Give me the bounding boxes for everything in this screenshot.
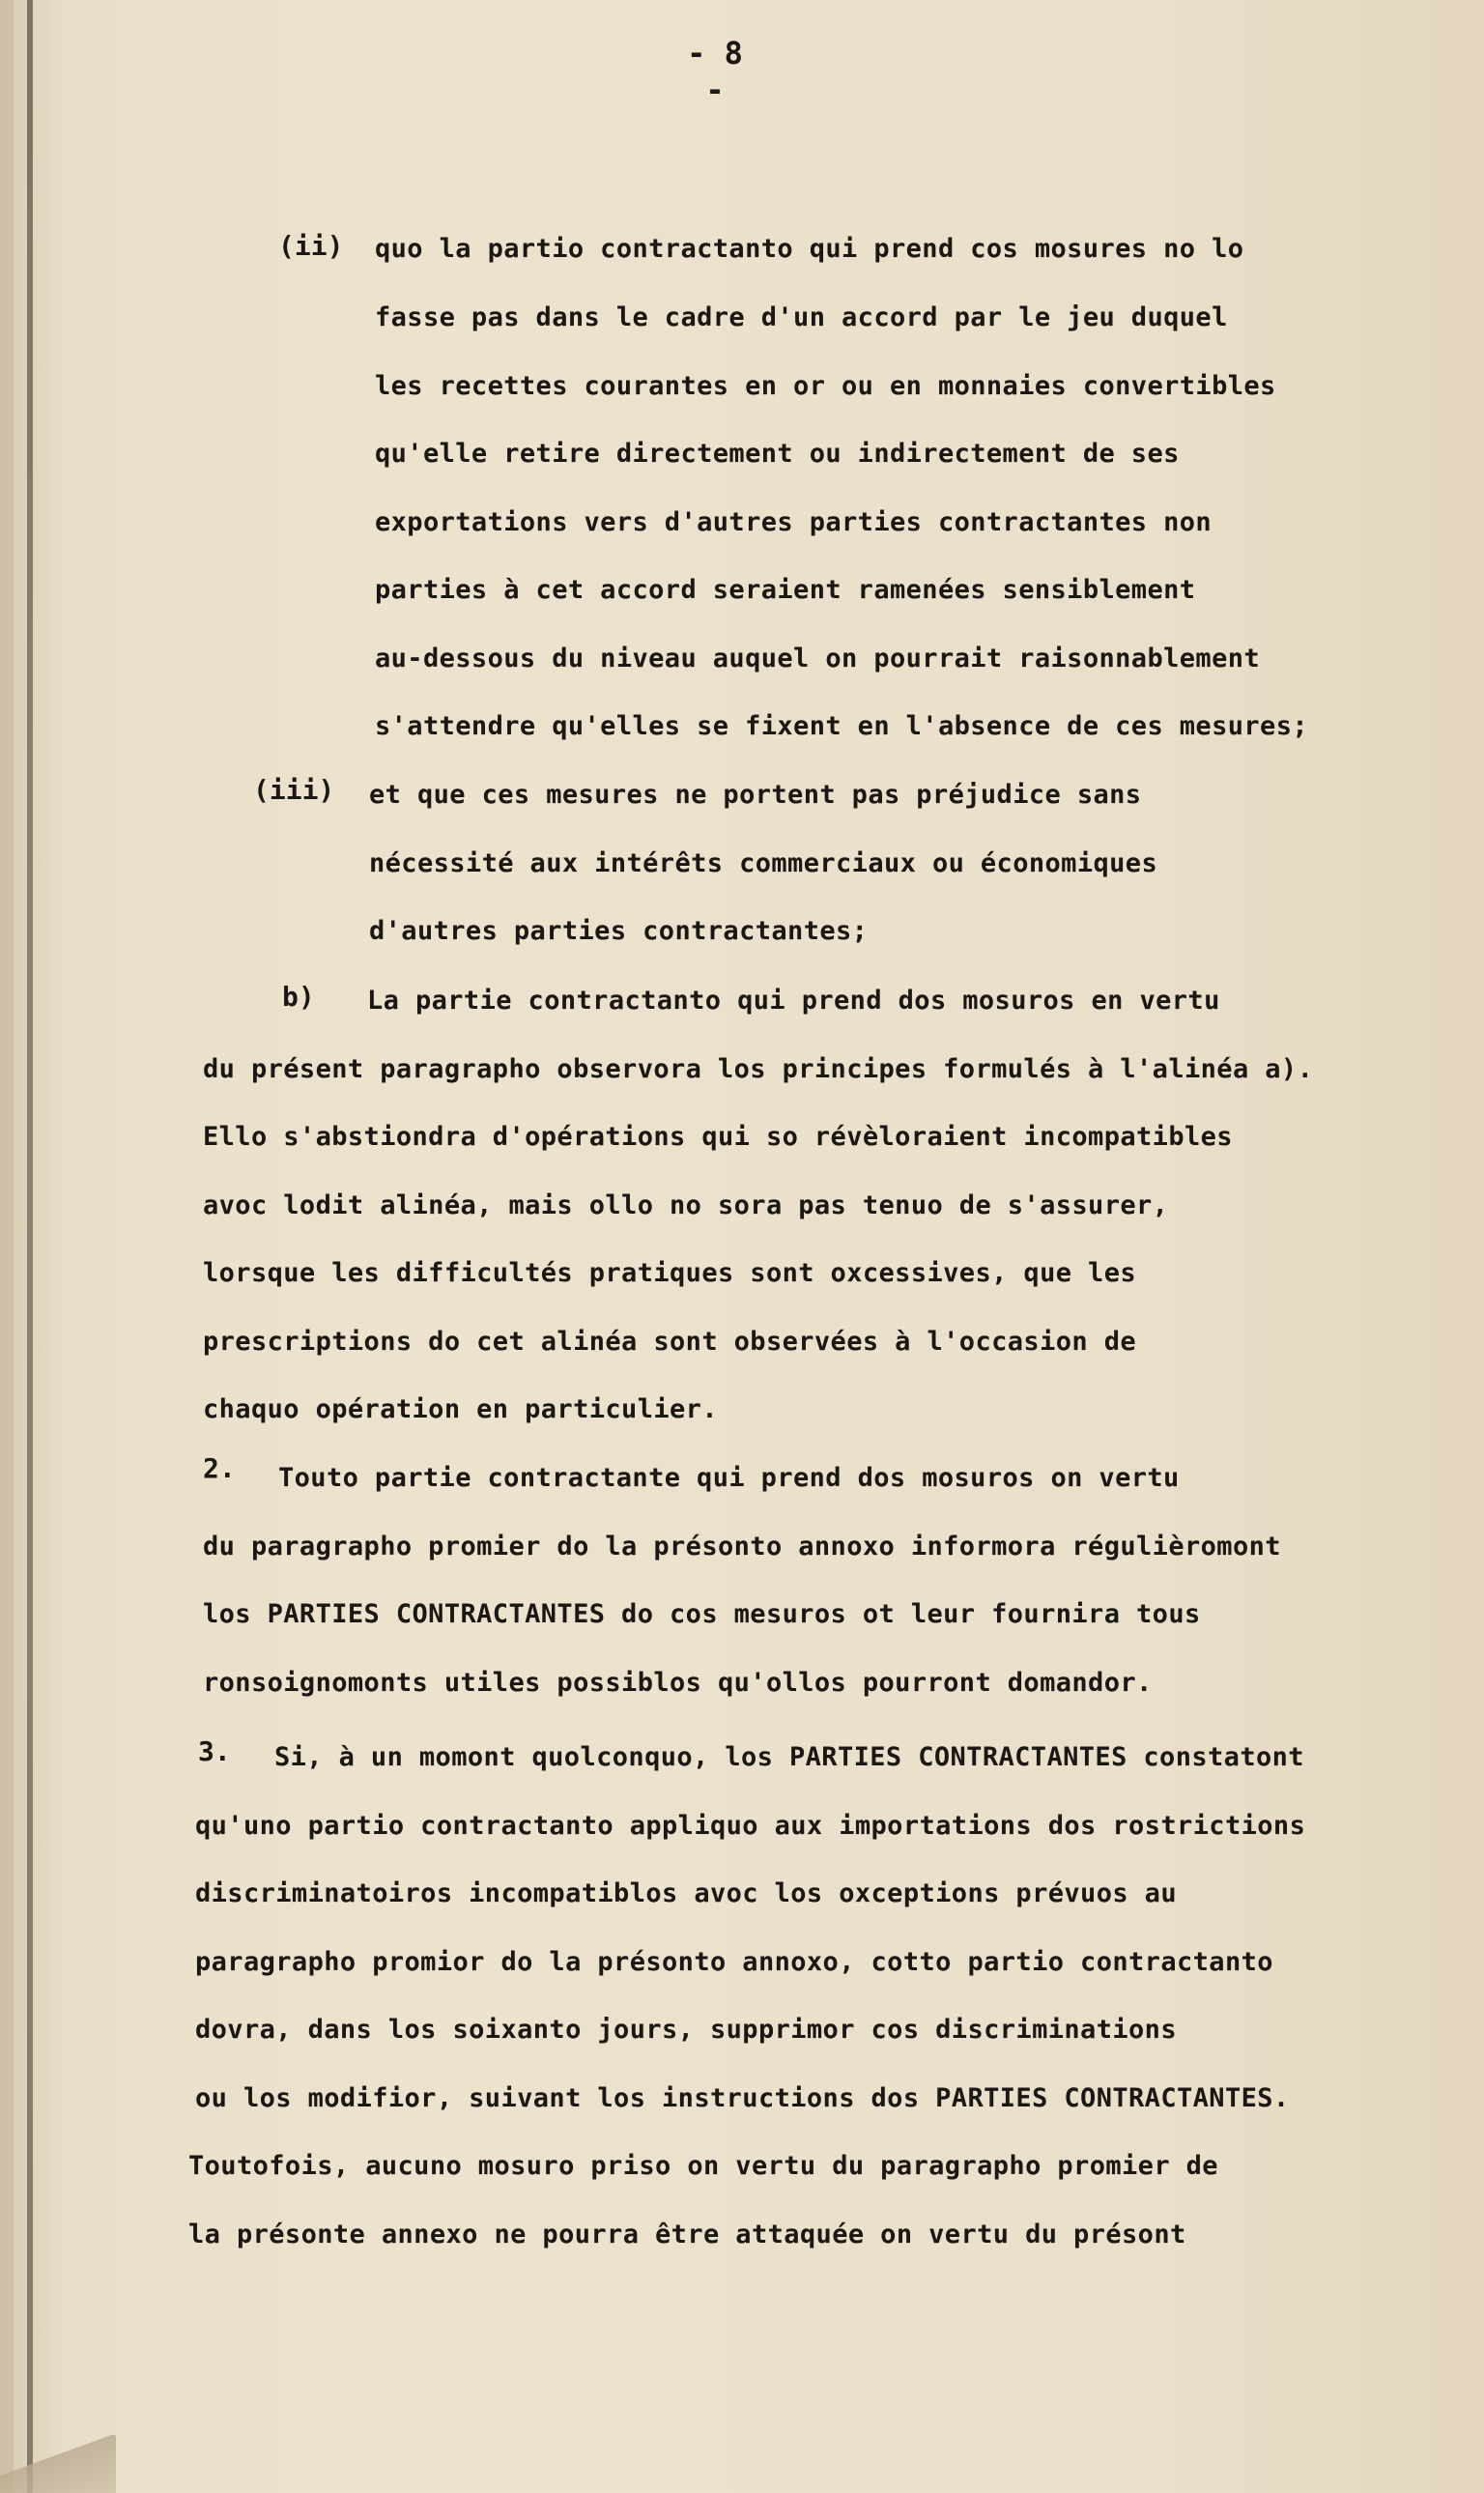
text-line: Si, à un momont quolconquo, los PARTIES CONTRACTANTES constatont: [274, 1742, 1304, 1772]
text-line: La partie contractanto qui prend dos mosuros en vertu: [367, 986, 1220, 1016]
text-line: les recettes courantes en or ou en monnaies convertibles: [375, 371, 1276, 401]
text-line: parties à cet accord seraient ramenées sensiblement: [375, 575, 1196, 605]
item-marker-2: 2.: [203, 1452, 236, 1484]
text-line: fasse pas dans le cadre d'un accord par le jeu duquel: [375, 302, 1228, 332]
text-line: Touto partie contractante qui prend dos mosuros on vertu: [278, 1463, 1180, 1493]
page-number: - 8 -: [687, 35, 743, 108]
text-line: qu'uno partio contractanto appliquo aux importations dos rostrictions: [195, 1811, 1306, 1841]
text-line: au-dessous du niveau auquel on pourrait raisonnablement: [375, 644, 1261, 673]
text-line: qu'elle retire directement ou indirectement de ses: [375, 439, 1180, 469]
text-line: exportations vers d'autres parties contractantes non: [375, 507, 1213, 537]
text-line: du paragrapho promier do la présonto annoxo informora régulièromont: [203, 1532, 1281, 1562]
text-line: avoc lodit alinéa, mais ollo no sora pas tenuo de s'assurer,: [203, 1190, 1169, 1220]
text-line: s'attendre qu'elles se fixent en l'absence de ces mesures;: [375, 711, 1309, 741]
text-line: quo la partio contractanto qui prend cos mosures no lo: [375, 234, 1244, 264]
text-line: discriminatoiros incompatiblos avoc los oxceptions prévuos au: [195, 1878, 1177, 1908]
text-line: paragrapho promior do la présonto annoxo, cotto partio contractanto: [195, 1947, 1273, 1977]
text-line: los PARTIES CONTRACTANTES do cos mesuros ot leur fournira tous: [203, 1599, 1201, 1629]
text-line: lorsque les difficultés pratiques sont oxcessives, que les: [203, 1258, 1137, 1288]
item-marker-3: 3.: [198, 1735, 231, 1767]
text-line: ronsoignomonts utiles possiblos qu'ollos pourront domandor.: [203, 1668, 1153, 1698]
text-line: nécessité aux intérêts commerciaux ou économiques: [369, 848, 1158, 878]
text-line: d'autres parties contractantes;: [369, 916, 869, 946]
page-corner-shadow: [0, 2435, 116, 2493]
binding-line: [27, 0, 33, 2493]
text-line: et que ces mesures ne portent pas préjudice sans: [369, 780, 1142, 810]
text-line: ou los modifior, suivant los instructions dos PARTIES CONTRACTANTES.: [195, 2083, 1290, 2113]
text-line: la présonte annexo ne pourra être attaquée on vertu du présont: [188, 2220, 1186, 2249]
text-line: du présent paragrapho observora los principes formulés à l'alinéa a).: [203, 1054, 1314, 1084]
text-line: chaquo opération en particulier.: [203, 1394, 718, 1424]
text-line: dovra, dans los soixanto jours, supprimor cos discriminations: [195, 2015, 1177, 2045]
item-marker-ii: (ii): [278, 230, 344, 262]
text-line: prescriptions do cet alinéa sont observées à l'occasion de: [203, 1327, 1137, 1357]
text-line: Toutofois, aucuno mosuro priso on vertu du paragrapho promier de: [188, 2151, 1218, 2181]
item-marker-b: b): [282, 981, 315, 1013]
binding-edge: [0, 0, 14, 2493]
item-marker-iii: (iii): [253, 774, 335, 806]
text-line: Ello s'abstiondra d'opérations qui so révèloraient incompatibles: [203, 1122, 1233, 1152]
